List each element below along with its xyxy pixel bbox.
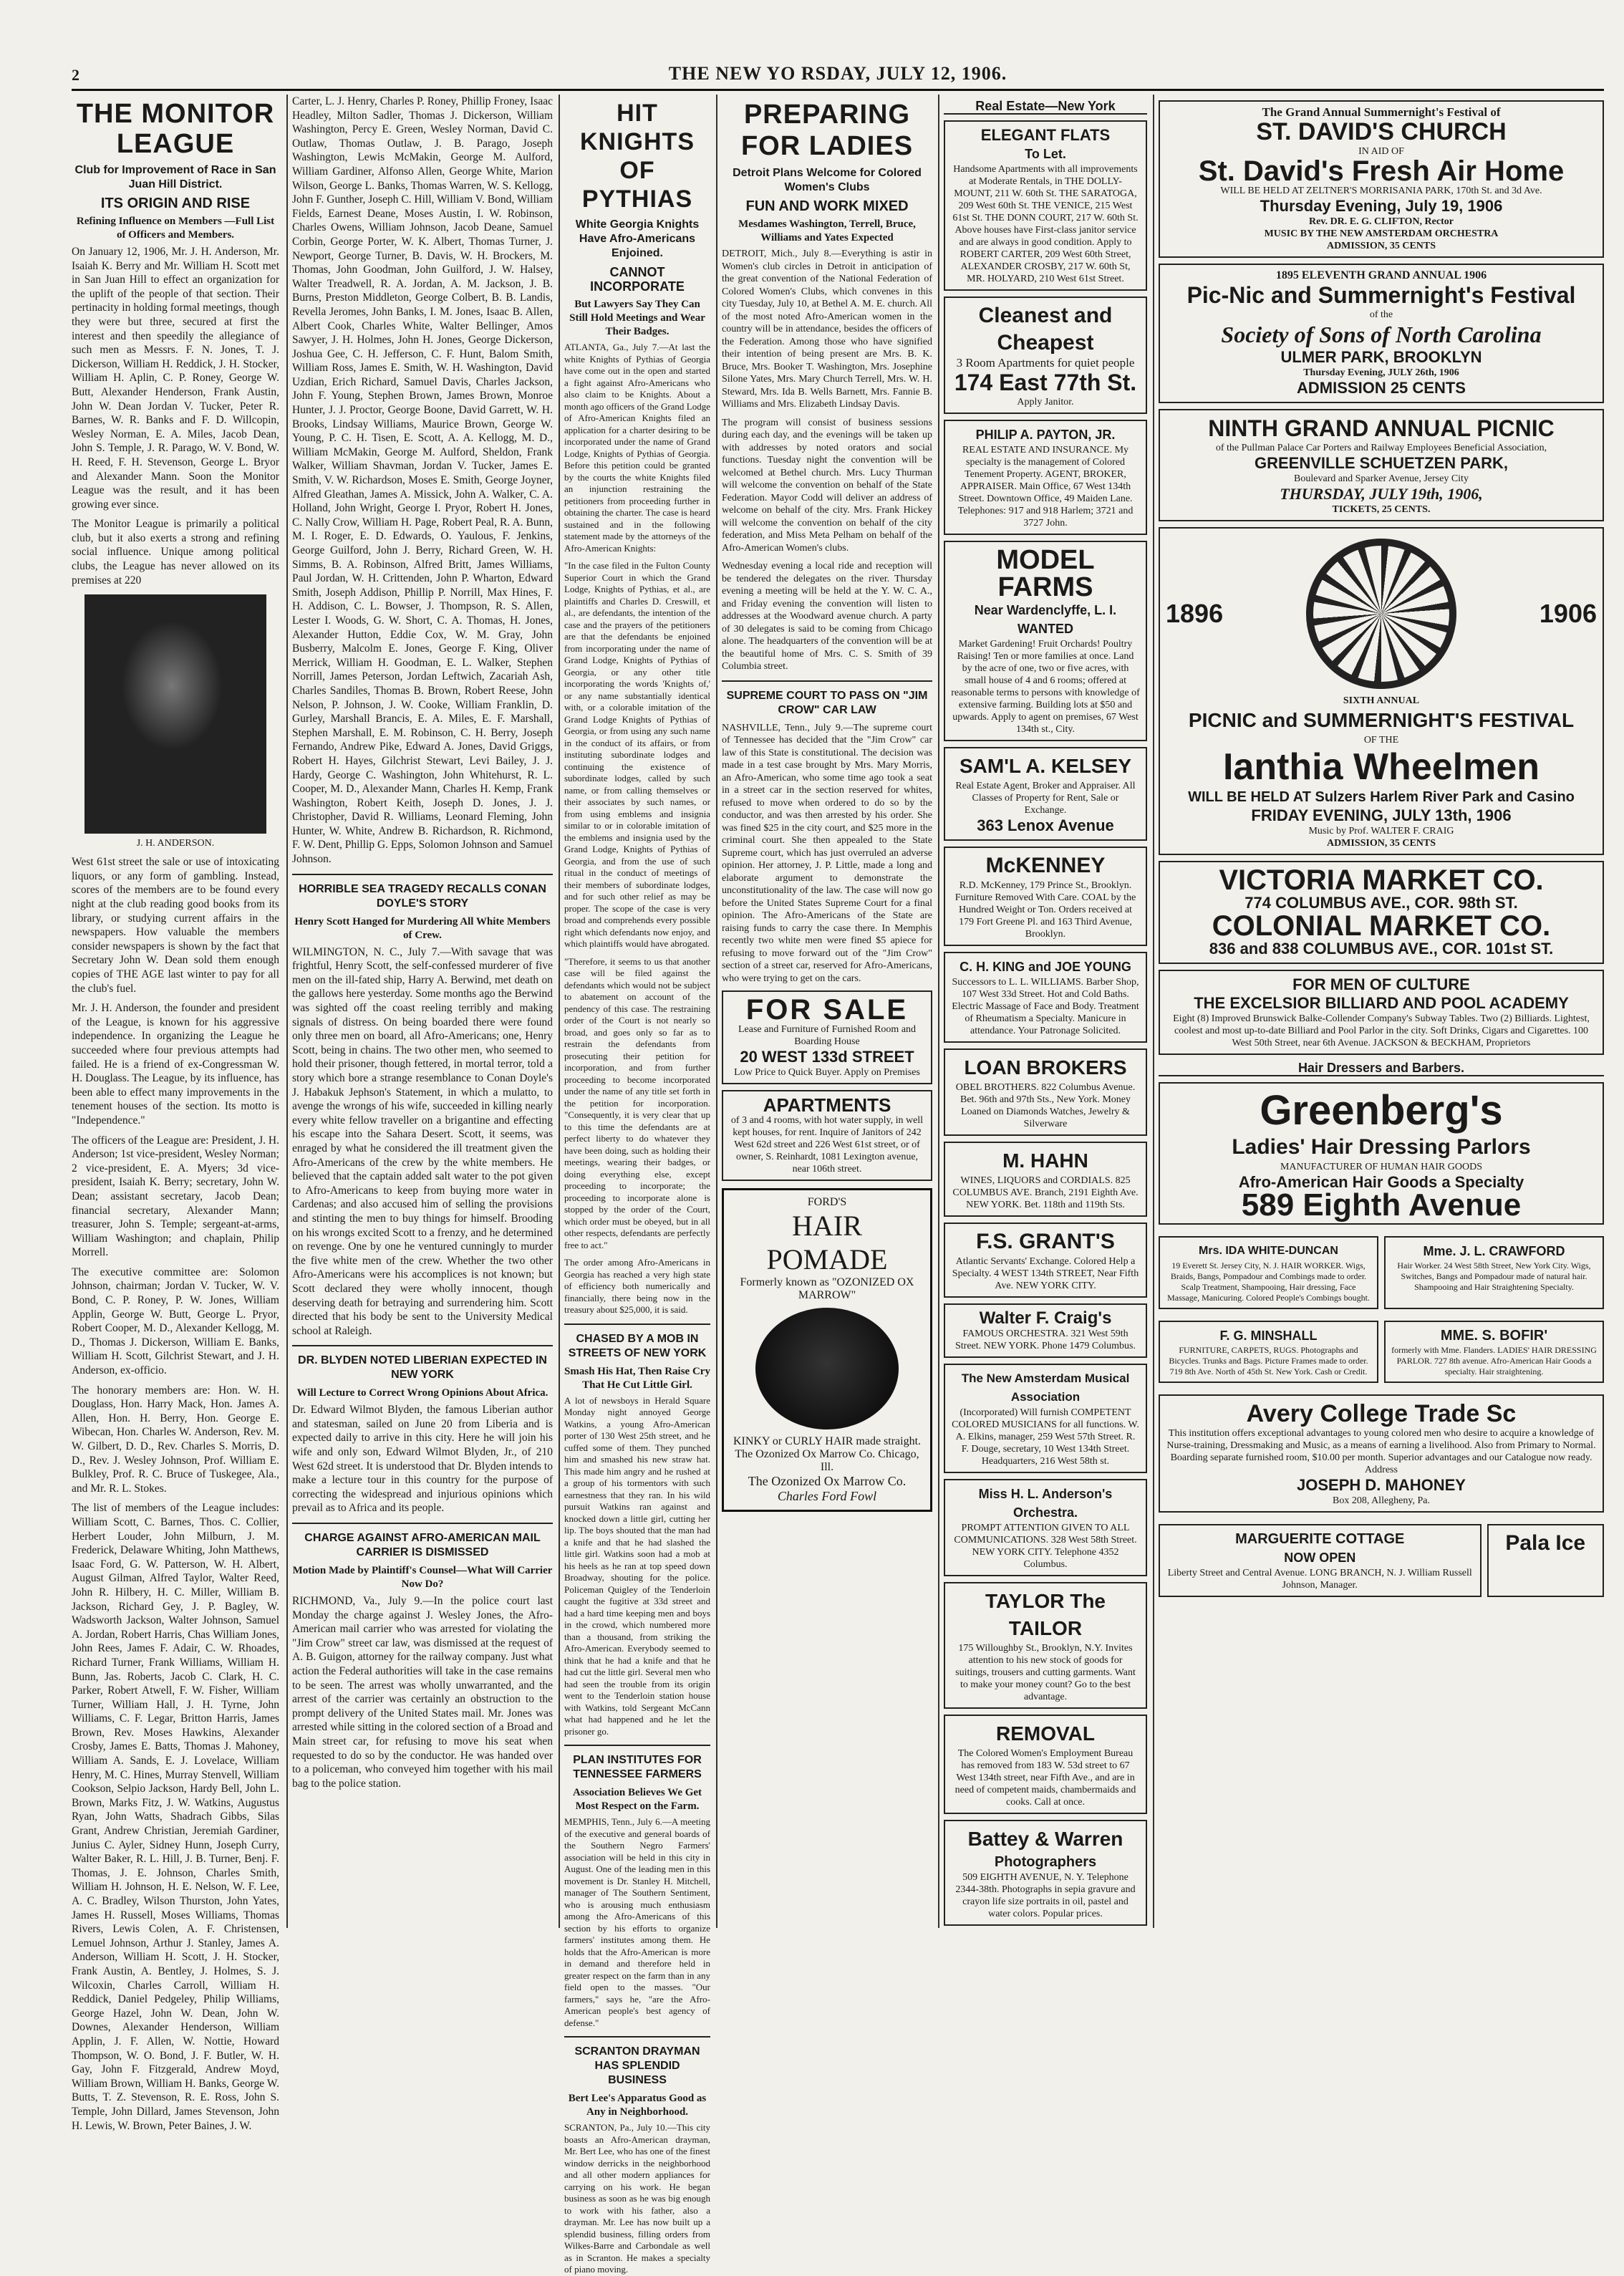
king-young-ad xyxy=(944,952,1147,1043)
article-paragraph: The executive committee are: Solomon Johnson, chairman; Jordan V. Tucker, W. V. Bond, C. P. Roney, P. W. Jones, William Applin, George W. Butt, George L. Pryor, Robert Cooper, M. D., Alexander Kellogg, M. D., Thomas J. Dickerson, William E. Banks, William H. Scott, Gilchrist Stewart, and J. H. Anderson, ex-officio. xyxy=(72,1265,279,1377)
model-farms-ad xyxy=(944,541,1147,741)
ad-headline: Walter F. Craig's xyxy=(979,1308,1112,1328)
article-paragraph: RICHMOND, Va., July 9.—In the police court last Monday the charge against J. Wesley Jones, the Afro-American mail carrier who was arrested for violating the "Jim Crow" street car law, was dismissed at the request of A. B. Guigon, attorney for the railway company. Just what action the Federal authorities will take in the case remains to be seen. The arrest was wholly unwarranted, and the arrest of the carrier was certainly an obstruction to the prompt delivery of the United States mail. Mr. Jones was arrested while sitting in the colored section of a Broad and Main street car, for refusing to move his seat when requested to do so by the conductor. He was handed over to a policeman, who conveyed him together with his mail bag to the police station. xyxy=(292,1595,553,1790)
ad-text: 509 EIGHTH AVENUE, N. Y. Telephone 2344-38th. Photographs in sepia gravure and crayon life size portraits in oil, pastel and water colors. Popular prices. xyxy=(955,1872,1136,1919)
ad-headline: REMOVAL xyxy=(996,1722,1095,1745)
crawford-ad xyxy=(1384,1236,1604,1309)
ad-text: (Incorporated) Will furnish COMPETENT COLORED MUSICIANS for all functions. W. A. Elkins, manager, 259 West 57th Street. R. F. Douge, secretary, 10 West 134th Street. Headquarters, 216 West 58th st. xyxy=(952,1407,1139,1467)
battey-warren-ad xyxy=(944,1820,1147,1926)
ad-text: This institution offers exceptional advantages to young colored men who desire to acquire a knowledge of Nurse-training, Dressmaking and Music, as a means of earning a livelihood. Also from Primary to Normal. Boarding separate furnished room, $10.00 per month. Superior advantages and our Catalogue now ready. Address xyxy=(1166,1428,1596,1475)
flats-ad xyxy=(944,120,1147,291)
mckenney-ad xyxy=(944,847,1147,946)
ad-text: 3 Room Apartments for quiet people xyxy=(956,356,1135,370)
north-carolina-ad xyxy=(1159,264,1604,403)
ad-headline: COLONIAL MARKET CO. xyxy=(1212,910,1551,942)
portrait-photo xyxy=(84,594,266,834)
ad-subhead: Photographers xyxy=(994,1854,1097,1870)
article-paragraph: NASHVILLE, Tenn., July 9.—The supreme court of Tennessee has decided that the "Jim Crow" car law of this State is constitutional. The decision was made in a test case brought by Mrs. Mary Morris, an Afro-American, who some time ago took a seat in a street car in the section reserved for whites, refused to move when ordered to do so by the conductor, and was then arrested by his order. She was fined $25 in the city court, and $25 more in the criminal court. She then appealed to the State Supreme court, which has just overruled an adverse opinion. Her attorney, J. P. Little, made a long and elaborate argument to demonstrate the unconstitutionality of the law. The case will now go before the United States Supreme Court for a final opinion. The Afro-Americans of the State are raising funds to carry the case there. In Memphis recently two white men were fined $5 apiece for refusing to move forward out of the "Jim Crow" section of a street car, reserved for Afro-Americans, who were trying to get on the cars. xyxy=(722,722,932,984)
section-heading: Hair Dressers and Barbers. xyxy=(1159,1061,1604,1076)
greenberg-ad xyxy=(1159,1082,1604,1225)
ad-text: R.D. McKenney, 179 Prince St., Brooklyn. Furniture Removed With Care. COAL by the Hundred Weight or Ton. Orders received at 179 Fort Greene Pl. and 163 Third Avenue, Brooklyn. xyxy=(954,880,1136,940)
ad-text: 1895 ELEVENTH GRAND ANNUAL 1906 xyxy=(1275,269,1487,281)
ad-text: Boulevard and Sparker Avenue, Jersey City xyxy=(1294,473,1469,484)
article-subhead: Detroit Plans Welcome for Colored Women's Clubs xyxy=(733,167,922,193)
article-headline: SUPREME COURT TO PASS ON "JIM CROW" CAR LAW xyxy=(726,689,928,716)
for-sale-ad xyxy=(722,990,932,1084)
ad-text: MANUFACTURER OF HUMAN HAIR GOODS xyxy=(1280,1162,1483,1172)
ad-text: Formerly known as "OZONIZED OX MARROW" xyxy=(740,1276,914,1301)
ad-headline: FOR MEN OF CULTURE xyxy=(1292,975,1470,993)
article-paragraph: Wednesday evening a local ride and reception will be tendered the delegates on the river. Thursday evening a meeting will be held at the Y. W. C. A., and Friday evening the convention will listen to addresses at the Woodward avenue church. A party of 30 delegates is said to be coming from Chicago alone. The headquarters of the convention will be at the beautiful home of Mrs. C. S. Smith of 39 Columbia street. xyxy=(722,561,932,672)
ad-headline: ELEGANT FLATS xyxy=(980,126,1111,144)
ad-headline: Avery College Trade Sc xyxy=(1246,1400,1517,1427)
ad-company: The Ozonized Ox Marrow Co. xyxy=(748,1474,907,1488)
ad-place: ULMER PARK, BROOKLYN xyxy=(1280,348,1482,366)
ad-headline: NINTH GRAND ANNUAL PICNIC xyxy=(1208,415,1555,441)
column-rule xyxy=(1153,95,1154,1928)
ad-address: 589 Eighth Avenue xyxy=(1241,1187,1522,1223)
article-paragraph: MEMPHIS, Tenn., July 6.—A meeting of the executive and general boards of the Southern Negro Farmers' association will be held in this city in August. One of the leading men in this movement is Dr. Stanley H. Mitchell, manager of The Southern Sentiment, who is arousing much enthusiasm among the Afro-Americans of this section by his efforts to organize farmers' institutes among them. He holds that the Afro-American is more in demand and therefore held in greater respect on the farm than in any field open to the masses. "Our farmers," says he, "are the Afro-American people's best agency of defense." xyxy=(564,1816,710,2028)
article-paragraph: ATLANTA, Ga., July 7.—At last the white Knights of Pythias of Georgia have come out in the open and started a fight against Afro-Americans who also claim to be Knights. About a month ago officers of the Grand Lodge of Afro-American Knights filed an application for a charter desiring to be incorporated under the name of Grand Lodge, Knights of Pythias of Georgia. Before this petition could be granted by the courts the white Knights filed an injunction restraining the petitioners from proceeding further in obtaining the charter. The case is heard sustained and in the following statement made by the attorneys of the Afro-American Knights: xyxy=(564,342,710,554)
ad-address: 174 East 77th St. xyxy=(954,370,1137,395)
ad-text: Hair Worker. 24 West 58th Street, New York City. Wigs, Switches, Bangs and Pompadour made of natural hair. Shampooing and Hair Straightening Specialty. xyxy=(1397,1260,1591,1292)
ad-year: 1906 xyxy=(1539,599,1597,628)
article-paragraph: WILMINGTON, N. C., July 7.—With savage that was frightful, Henry Scott, the self-confessed murderer of five men on the ill-fated ship, Harry A. Berwind, met death on the gallows here yesterday. Some months ago the Berwind was sighted off the coast reeling terribly and making signals of distress. On being boarded there were found only three men on board, all Afro-Americans; one, Henry Scott, being in chains. The two other men, who seemed to hold their prisoner, though fettered, in mortal terror, told a story which bore a strange resemblance to Conan Doyle's J. Habakuk Jephson's Statement, in which a mulatto, to avenge the wrongs of his wife, succeeded in killing nearly every white fellow traveller on a brigantine and effecting his escape into the Sahara Desert. Scott, it seems, was enraged by what he considered the ill treatment given the Afro-Americans of the crew by the white members. He believed that the captain added salt water to the pot given to Afro-Americans to keep from buying more water in Cardenas; and also accused him of selling the provisions and stinting the men to buy things for himself. Brooding on his wrongs excited Scott to a frenzy, and he determined on revenge. One by one he ventured cunningly to murder the five white men of the crew. Whether the two other Afro-Americans were his accomplices is not known; but Scott declared they were wholly innocent, though deserving death for betraying and surrendering him. Scott directed that his body be sent to the University Medical school at Raleigh. xyxy=(292,945,553,1337)
article-paragraph: Dr. Edward Wilmot Blyden, the famous Liberian author and statesman, sailed on June 20 from Liberia and is expected daily to arrive in this city. Here he will join his wife and only son, Edward Wilmot Blyden, Jr., of 210 West 62d street. It is understood that Dr. Blyden intends to make a lecture tour in this country for the purpose of correcting the widespread and injurious opinions which prevail as to Africa and its people. xyxy=(292,1404,553,1515)
craig-ad xyxy=(944,1303,1147,1358)
divider xyxy=(564,1323,710,1325)
ad-headline: M. HAHN xyxy=(1002,1149,1088,1172)
ad-text: Market Gardening! Fruit Orchards! Poultry Raising! Ten or more families at once. Land by the acre of one, two or five acres, with small house of 4 and 6 rooms; offered at reasonable terms to persons with knowledge of extensive farming. Building lots at $50 and upwards. Apply to agent on premises, 67 West 134th st., City. xyxy=(951,639,1140,735)
ad-headline: Cleanest and Cheapest xyxy=(978,304,1113,355)
ad-subhead: Ladies' Hair Dressing Parlors xyxy=(1232,1135,1531,1159)
article-deck: Henry Scott Hanged for Murdering All White Members of Crew. xyxy=(294,915,551,941)
wheel-emblem-icon xyxy=(1306,539,1456,689)
ad-headline: McKENNEY xyxy=(985,854,1106,877)
article-subhead: ITS ORIGIN AND RISE xyxy=(100,196,251,211)
article-headline: SCRANTON DRAYMAN HAS SPLENDID BUSINESS xyxy=(574,2045,700,2086)
ad-headline: Mrs. IDA WHITE-DUNCAN xyxy=(1199,1245,1338,1257)
ad-headline: THE EXCELSIOR BILLIARD AND POOL ACADEMY xyxy=(1194,994,1569,1012)
ad-headline: Miss H. L. Anderson's Orchestra. xyxy=(978,1487,1113,1520)
ad-date: Thursday Evening, JULY 26th, 1906 xyxy=(1303,367,1459,378)
ad-headline: Ianthia Wheelmen xyxy=(1222,746,1540,788)
ad-headline: C. H. KING and JOE YOUNG xyxy=(960,960,1131,974)
ad-text: IN AID OF xyxy=(1358,146,1404,157)
ad-text: Eight (8) Improved Brunswick Balke-Collender Company's Subway Tables. Two (2) Billiards. Lightest, coolest and most up-to-date Billiard and Pool Parlor in the city. Soft Drinks, Cigars and Cigarettes. 100 West 50th Street, near 6th Avenue. JACKSON & BECKHAM, Proprietors xyxy=(1173,1013,1590,1048)
ad-headline: Pala Ice xyxy=(1505,1531,1586,1555)
ad-text: Low Price to Quick Buyer. Apply on Premises xyxy=(734,1067,920,1078)
ad-headline: Battey & Warren xyxy=(967,1828,1123,1850)
article-headline: PLAN INSTITUTES FOR TENNESSEE FARMERS xyxy=(573,1754,702,1780)
column-4 xyxy=(722,95,932,1928)
ad-text: Liberty Street and Central Avenue. LONG BRANCH, N. J. William Russell Johnson, Manager. xyxy=(1167,1568,1472,1591)
ad-date: Thursday Evening, July 19, 1906 xyxy=(1260,197,1503,215)
ad-text: TICKETS, 25 CENTS. xyxy=(1332,504,1431,515)
taylor-ad xyxy=(944,1582,1147,1709)
divider xyxy=(292,1523,553,1524)
marguerite-cottage-ad xyxy=(1159,1524,1482,1597)
article-paragraph: The program will consist of business sessions during each day, and the evenings will be taken up with addresses by noted orators and social functions. Tuesday night the convention will be welcomed at Bethel church. Mrs. Lucy Thurman will welcome the convention on behalf of the State Federation. Mayor Codd will deliver an address of welcome on behalf of the city. Mrs. Frank Hickey will welcome the convention on behalf of the city federation, and Miss Meta Pelham on behalf of the Afro-American Women's clubs. xyxy=(722,417,932,554)
article-deck: Will Lecture to Correct Wrong Opinions About Africa. xyxy=(296,1387,548,1399)
ad-headline: The New Amsterdam Musical Association xyxy=(961,1371,1130,1404)
article-paragraph: "In the case filed in the Fulton County Superior Court in which the Grand Lodge, Knights of Pythias, et al., are plaintiffs and Charles D. Creswill, et al., are defendants, the intention of the case and the prayers of the petitioners are that the defendants be enjoined from incorporating under the name of Grand Lodge, Knights of Pythias of Georgia, or any other title incorporating the words 'Knights of,' or any name substantially identical with, or a colorable imitation of the Grand Lodge Knights of Pythias of Georgia, or from using any such name in the conduct of its affairs, or from instituting subordinate lodges and continuing the existence of subordinate lodges, called by such name, or from calling themselves or their associates by such names, or from using emblems and insignia similar to or in colorable imitation of the emblems and insignia used by the Grand Lodge, Knights of Pythias of Georgia, and from the use of such ritual in the conduct of meetings of their members of subordinate lodges, and for such other relief as may be proper. The scope of the case is very broad and comprehends every possible right which defendants now enjoy, and which plaintiffs would have abrogated. xyxy=(564,560,710,949)
pullman-picnic-ad xyxy=(1159,409,1604,521)
ad-text: FURNITURE, CARPETS, RUGS. Photographs and Bicycles. Trunks and Bags. Picture Frames made to order. 719 8th Ave. North of 45th St. New York. Cash or Credit. xyxy=(1169,1345,1368,1376)
ad-place: WILL BE HELD AT Sulzers Harlem River Park and Casino xyxy=(1188,789,1575,805)
article-subhead: FUN AND WORK MIXED xyxy=(745,198,909,214)
article-headline: PREPARING FOR LADIES xyxy=(740,100,914,161)
ad-place: GREENVILLE SCHUETZEN PARK, xyxy=(1254,454,1509,472)
divider xyxy=(292,874,553,875)
column-6 xyxy=(1159,95,1604,1928)
article-deck: Bert Lee's Apparatus Good as Any in Neighborhood. xyxy=(568,2093,707,2118)
article-deck: Mesdames Washington, Terrell, Bruce, Williams and Yates Expected xyxy=(738,218,916,243)
article-headline: THE MONITOR LEAGUE xyxy=(76,99,275,159)
ad-text: 19 Everett St. Jersey City, N. J. HAIR WORKER. Wigs, Braids, Bangs, Pompadour and Combings made to order. Scalp Treatment, Shampooing, Hair dressing, Face Massage, Manicuring. Colored People's Combings bought. xyxy=(1167,1260,1370,1303)
divider xyxy=(564,2036,710,2038)
divider xyxy=(564,1745,710,1746)
ad-text: ADMISSION, 35 CENTS xyxy=(1326,241,1436,251)
ad-headline: TAYLOR The TAILOR xyxy=(985,1590,1106,1639)
payton-ad xyxy=(944,420,1147,535)
ad-headline: ST. DAVID'S CHURCH xyxy=(1256,118,1507,145)
article-paragraph: SCRANTON, Pa., July 10.—This city boasts an Afro-American drayman, Mr. Bert Lee, who has one of the finest window derricks in the neighborhood and all other modern appliances for carrying on his work. He began business as soon as he was big enough to work with his father, also a drayman. Mr. Lee has now built up a splendid business, filling orders from Wilkes-Barre and Carbondale as well as in Scranton. He makes a specialty of piano moving. xyxy=(564,2122,710,2275)
removal-ad xyxy=(944,1715,1147,1814)
article-headline: CHASED BY A MOB IN STREETS OF NEW YORK xyxy=(568,1332,707,1359)
ad-date: FRIDAY EVENING, JULY 13th, 1906 xyxy=(1251,806,1512,824)
ad-text: Atlantic Servants' Exchange. Colored Help a Specialty. 4 WEST 134th STREET, Near Fifth Ave. NEW YORK CITY. xyxy=(952,1256,1139,1291)
ad-headline: Society of Sons of North Carolina xyxy=(1221,322,1542,347)
pomade-jar-illustration xyxy=(755,1308,899,1429)
ad-subhead: NOW OPEN xyxy=(1284,1551,1356,1565)
column-rule xyxy=(716,95,717,1928)
ad-address: 363 Lenox Avenue xyxy=(977,816,1114,834)
ad-text: WINES, LIQUORS and CORDIALS. 825 COLUMBUS AVE. Branch, 2191 Eighth Ave. NEW YORK. Bet. 118th and 119th Sts. xyxy=(952,1175,1139,1210)
ad-headline: MARGUERITE COTTAGE xyxy=(1235,1531,1405,1547)
divider xyxy=(292,1345,553,1346)
article-paragraph: West 61st street the sale or use of intoxicating liquors, or any form of gambling. Instead, scores of the members are to be found every night at the club reading good books from its library, or studying current affairs in the newspapers. How valuable the members consider newspapers is shown by the fact that Secretary John W. Dean sold them enough copies of THE AGE last winter to pay for all the club's fuel. xyxy=(72,856,279,995)
ad-text: KINKY or CURLY HAIR made straight. The Ozonized Ox Marrow Co. Chicago, Ill. xyxy=(733,1435,922,1473)
ad-text: Successors to L. L. WILLIAMS. Barber Shop, 107 West 33d Street. Hot and Cold Baths. Electric Massage of Face and Body. Treatment of Rheumatism a Specialty. Manicure in attendance. Your Patronage Solicited. xyxy=(952,977,1139,1036)
ad-text: Lease and Furniture of Furnished Room and Boarding House xyxy=(738,1024,917,1047)
furniture-ads-row xyxy=(1159,1315,1604,1389)
ad-text: Afro-American Hair Goods a Specialty xyxy=(1238,1173,1524,1191)
column-3 xyxy=(564,95,710,2275)
article-deck: Association Believes We Get Most Respect on the Farm. xyxy=(572,1787,702,1812)
article-headline: HORRIBLE SEA TRAGEDY RECALLS CONAN DOYLE'S STORY xyxy=(299,882,546,910)
ad-headline: VICTORIA MARKET CO. xyxy=(1219,864,1544,896)
ad-text: Rev. DR. E. G. CLIFTON, Rector xyxy=(1309,216,1454,227)
column-rule xyxy=(286,95,288,1928)
photo-caption: J. H. ANDERSON. xyxy=(136,838,215,849)
article-paragraph: A lot of newsboys in Herald Square Monday night annoyed George Watkins, a young Afro-American porter of 130 West 25th street, and he cuffed some of them. They punched him and smashed his new straw hat. This made him angry and he rushed at a group of his tormentors with such earnestness that they ran. In his wild pursuit Watkins ran against and knocked down a little girl, cutting her lip. The boys shouted that the man had a knife and that he had slashed the little girl. Watkins soon had a mob at his heels as he ran at top speed down Broadway, shouting for the police. Policeman Quigley of the Tenderloin caught the fugitive at 33d street and had a hard time keeping men and boys in the crowd, which numbered more than a thousand, from striking the Afro-American. Everybody seemed to think that he had a knife and that he had cut the little girl. Several men who had seen the trouble from its origin went to the Tenderloin station house with Watkins, told Sergeant McCann what had happened and he let the prisoner go. xyxy=(564,1394,710,1737)
ad-text: Handsome Apartments with all improvements at Moderate Rentals, in THE DOLLY-MOUNT, 211 W. 60th St. THE SARATOGA, 209 West 60th St. THE VENICE, 215 West 61st St. THE DONN COURT, 217 W. 60th St. Above houses have First-class janitor service and are always in good condition. Apply to ROBERT CARTER, 209 West 60th Street, ALEXANDER CROSBY, 217 W. 60th St, MR. HOLYARD, 210 West 61st Street. xyxy=(952,164,1139,284)
anderson-orchestra-ad xyxy=(944,1479,1147,1576)
article-paragraph: Mr. J. H. Anderson, the founder and president of the League, is known for his aggressive independence. In organizing the League he succeeded where four previous attempts had failed. He is a friend of ex-Congressman W. H. Douglass. The League, by its influence, has been able to effect many improvements in the tenement houses of the section. Its motto is "Independence." xyxy=(72,1002,279,1127)
ad-headline: Pic-Nic and Summernight's Festival xyxy=(1186,282,1576,308)
ad-headline: St. David's Fresh Air Home xyxy=(1198,155,1565,187)
article-deck: Refining Influence on Members —Full List of Officers and Members. xyxy=(76,216,275,241)
avery-college-ad xyxy=(1159,1394,1604,1513)
masthead xyxy=(72,60,1604,91)
article-deck: Motion Made by Plaintiff's Counsel—What Will Carrier Now Do? xyxy=(292,1565,553,1591)
loan-brokers-ad xyxy=(944,1048,1147,1136)
ad-headline: F. G. MINSHALL xyxy=(1219,1329,1318,1343)
article-headline: CHARGE AGAINST AFRO-AMERICAN MAIL CARRIER IS DISMISSED xyxy=(304,1532,541,1559)
ad-text: OF THE xyxy=(1363,735,1399,746)
ad-text: Real Estate Agent, Broker and Appraiser. All Classes of Property for Rent, Sale or Exchange. xyxy=(955,781,1136,816)
article-headline: HIT KNIGHTS OF PYTHIAS xyxy=(580,100,695,213)
ad-text: Box 208, Allegheny, Pa. xyxy=(1333,1495,1430,1506)
column-1 xyxy=(72,95,279,2132)
apartments-ad xyxy=(722,1090,932,1181)
ad-text: The Colored Women's Employment Bureau has removed from 183 W. 53d street to 67 West 134th street, near Fifth Ave., and are in need of competent maids, chambermaids and cooks. Call at once. xyxy=(954,1748,1136,1808)
article-paragraph: The list of members of the League includes: William Scott, C. Barnes, Thos. C. Collier, Herbert Louder, John Milburn, J. M. Frederick, Delaware Whiting, John Matthews, Isaac Ford, G. W. Patterson, W. H. Albert, August Gilman, Alfred Taylor, Walter Reed, John R. Hilbery, H. C. Miller, William B. Jackson, Richard Gey, J. P. Bagley, W. Wadsworth Jackson, Walter Johnson, Samuel A. Jordan, Robert Harris, Chas William Jones, John Rees, James F. Adair, C. W. Rhoades, Richard Turner, Frank Williams, William H. Bunn, Jas. Roberts, Jacob C. Clark, H. C. Parker, Robert Atwell, F. W. Fisher, William Turner, William Hall, J. H. Tyrne, John Williams, C. F. Legar, Britton Harris, James Brown, Rev. Moses Hawkins, Alexander Crosby, James E. Batts, Thomas J. Mahoney, William A. Sands, E. J. Lovelace, William Henry, M. C. Hines, Murray Stenvell, William Cookson, Selpio Jackson, Hardy Bell, John L. Brown, Marks Fitz, J. W. Watkins, Augustus Ryan, John Watts, Shadrach Gibbs, Silas Grant, Andrew Christian, Jeremiah Gardiner, Junius C. Ayler, Sidney Hunn, Joseph Curry, Walter Baker, R. L. Hill, J. B. Turner, Benj. F. Thomas, J. E. Johnson, Charles Smith, William H. Johnson, H. E. Nelson, W. F. Lee, A. C. Bradley, Wilson Thurston, John Yates, James H. Russell, Moses Williams, Thomas Rivers, Lewis Colen, A. F. Christensen, Lemuel Johnson, Arthur J. Stanley, James A. Anderson, William H. Scott, J. H. Stocker, Frank Austin, A. Bentley, J. Holmes, S. J. Wilcoxin, Charles Carroll, William H. Reddick, Daniel Pedgeley, Philip Williams, George Hazel, John W. Dean, John W. Downes, Alexander Henderson, William Applin, J. F. Allen, W. Nottie, Howard Thompson, W. O. Bond, J. F. Butler, W. H. Gay, John F. Fitzgerald, Andrew Moyd, William Brown, William H. Banks, George W. Butts, T. Z. Stevenson, R. E. Ross, John S. Temple, John Dillard, James Stevenson, John H. Lewis, W. Brown, Peter Baines, J. W. xyxy=(72,1502,279,2132)
ad-headline: Mme. J. L. CRAWFORD xyxy=(1423,1244,1565,1258)
ad-date: THURSDAY, JULY 19th, 1906, xyxy=(1280,485,1483,503)
article-paragraph: The order among Afro-Americans in Georgia has reached a very high state of efficiency both numerically and financially, there being now in the treasury about $25,000, it is said. xyxy=(564,1257,710,1315)
column-rule xyxy=(938,95,939,1928)
ad-headline: APARTMENTS xyxy=(763,1094,891,1116)
section-heading: Real Estate—New York xyxy=(944,99,1147,115)
article-subhead: White Georgia Knights Have Afro-Americans Enjoined. xyxy=(575,218,700,259)
ad-address: 836 and 838 COLUMBUS AVE., COR. 101st ST. xyxy=(1209,940,1554,958)
ad-text: SIXTH ANNUAL xyxy=(1343,695,1420,706)
billiard-ad xyxy=(1159,970,1604,1055)
ad-headline: LOAN BROKERS xyxy=(964,1056,1127,1079)
article-paragraph: DETROIT, Mich., July 8.—Everything is astir in Women's club circles in Detroit in anticipation of the great convention of the National Federation of Colored Women's Clubs, which convenes in this city Tuesday, July 10, at Bethel A. M. E. church. All of the most noted Afro-American women in the country will be in attendance, besides the officers of the Federation. Among those who have signified their intention of being present are Mrs. B. K. Bruce, Mrs. Booker T. Washington, Mrs. Josephine Silone Yates, Mrs. Mary Church Terrell, Mrs. W. H. Steward, Mrs. Ida B. Wells Barnett, Mrs. Fannie B. Williams and Mrs. Elizabeth Lindsay Davis. xyxy=(722,249,932,410)
ad-year: 1896 xyxy=(1166,599,1224,628)
ad-subhead: Near Wardenclyffe, L. I. xyxy=(974,603,1117,617)
page-number: 2 xyxy=(72,66,80,84)
article-subhead: CANNOT INCORPORATE xyxy=(590,265,685,294)
ad-text: ADMISSION, 35 CENTS xyxy=(1326,838,1436,849)
article-paragraph: On January 12, 1906, Mr. J. H. Anderson, Mr. Isaiah K. Berry and Mr. William H. Scott met in San Juan Hill to effect an organization for the uplift of the people of that section. Their pertinacity in holding formal meetings, though they were but three, secured at first the interest and then speedily the allegiance of such men as Messrs. F. N. Jones, T. J. Dickerson, William H. Reddick, J. H. Stocker, William H. Aplin, C. P. Roney, George W. Butt, Alexander Henderson, Frank Austin, John W. Dean Jordan V. Tucker, Peter R. Barnes, W. R. Banks and F. D. Willcopin, Wesley Norman, E. A. Miles, Jacob Dean, John S. Temple, J. R. Parago, W. V. Bond, W. H. Reed, F. H. Stevenson, George L. Bryor and Alexander Mann. Soon the Monitor League was the result, and it has been growing ever since. xyxy=(72,246,279,511)
ad-text: formerly with Mme. Flanders. LADIES' HAIR DRESSING PARLOR. 727 8th avenue. Afro-American Hair Goods a specialty. Hair straightening. xyxy=(1391,1345,1597,1376)
article-subhead: Club for Improvement of Race in San Juan Hill District. xyxy=(74,164,276,191)
ad-text: Apply Janitor. xyxy=(1017,397,1074,408)
ad-address: 20 WEST 133d STREET xyxy=(740,1048,914,1066)
article-deck: But Lawyers Say They Can Still Hold Meetings and Wear Their Badges. xyxy=(569,299,705,337)
ad-text: WILL BE HELD AT ZELTNER'S MORRISANIA PARK, 170th St. and 3d Ave. xyxy=(1220,185,1542,196)
ad-headline: F.S. GRANT'S xyxy=(976,1230,1115,1253)
newspaper-title: THE NEW YO RSDAY, JULY 12, 1906. xyxy=(668,63,1007,84)
column-5 xyxy=(944,95,1147,1928)
article-paragraph: The Monitor League is primarily a political club, but it also exerts a strong and refining social influence. Unique among political clubs, the League has never allowed on its premises at 220 xyxy=(72,518,279,587)
ad-subhead: WANTED xyxy=(1018,622,1073,636)
ad-subhead: To Let. xyxy=(1025,147,1066,161)
ad-headline: MME. S. BOFIR' xyxy=(1440,1328,1548,1344)
ad-text: 175 Willoughby St., Brooklyn, N.Y. Invites attention to his new stock of goods for suitings, trousers and cutting garments. Want to make your money count? Go to the best advantage. xyxy=(955,1643,1136,1702)
ad-brand: FORD'S xyxy=(807,1196,847,1208)
amsterdam-ad xyxy=(944,1364,1147,1473)
ad-text: MUSIC BY THE NEW AMSTERDAM ORCHESTRA xyxy=(1264,228,1499,239)
cleanest-ad xyxy=(944,296,1147,414)
ad-signature: Charles Ford Fowl xyxy=(777,1489,877,1503)
ad-headline: Greenberg's xyxy=(1260,1087,1503,1134)
ianthia-wheelmen-ad xyxy=(1159,527,1604,855)
divider xyxy=(722,680,932,682)
ad-text: of 3 and 4 rooms, with hot water supply, in well kept houses, for rent. Inquire of Janitors of 242 West 62d street and 226 West 61st street, or of owner, S. Reinhardt, 1081 Lexington avenue, near 106th street. xyxy=(730,1115,924,1175)
ad-text: The Grand Annual Summernight's Festival of xyxy=(1262,105,1501,119)
hair-ads-row xyxy=(1159,1230,1604,1315)
hahn-ad xyxy=(944,1142,1147,1217)
ad-text: of the xyxy=(1369,309,1393,320)
ad-headline: FOR SALE xyxy=(745,994,909,1026)
ad-headline: PHILIP A. PAYTON, JR. xyxy=(975,428,1116,442)
ad-name: JOSEPH D. MAHONEY xyxy=(1297,1476,1466,1494)
ad-text: OBEL BROTHERS. 822 Columbus Avenue. Bet. 96th and 97th Sts., New York. Money Loaned on Diamonds Watches, Jewelry & Silverware xyxy=(955,1082,1136,1129)
ad-admission: ADMISSION 25 CENTS xyxy=(1297,379,1466,397)
pomade-ad xyxy=(722,1188,932,1512)
article-deck: Smash His Hat, Then Raise Cry That He Cut Little Girl. xyxy=(564,1365,710,1391)
article-paragraph: The officers of the League are: President, J. H. Anderson; 1st vice-president, Wesley Norman; 2 vice-president, E. A. Myers; 3d vice-president, Isaiah K. Berry; secretary, John W. Dean; assistant secretary, Jacob Dean; financial secretary, Alexander Mann; treasurer, John S. Temple; sergeant-at-arms, William Washington; and chaplain, Philip Morrell. xyxy=(72,1134,279,1259)
cottage-ads-row xyxy=(1159,1518,1604,1603)
ad-text: FAMOUS ORCHESTRA. 321 West 59th Street. NEW YORK. Phone 1479 Columbus. xyxy=(955,1329,1136,1351)
column-rule xyxy=(559,95,560,1928)
ad-headline: MODEL FARMS xyxy=(996,545,1095,602)
ad-text: REAL ESTATE AND INSURANCE. My specialty is the management of Colored Tenement Property. AGENT, BROKER, APPRAISER. Main Office, 67 West 134th Street. Downtown Office, 49 Maiden Lane. Telephones: 917 and 918 Harlem; 3721 and 3727 John. xyxy=(957,445,1134,529)
ad-address: 774 COLUMBUS AVE., COR. 98th ST. xyxy=(1244,894,1518,912)
ad-headline: PICNIC and SUMMERNIGHT'S FESTIVAL xyxy=(1188,709,1575,731)
market-ad xyxy=(1159,861,1604,964)
minshall-ad xyxy=(1159,1321,1378,1383)
palace-ad xyxy=(1487,1524,1605,1597)
st-davids-ad xyxy=(1159,100,1604,258)
ad-headline: SAM'L A. KELSEY xyxy=(959,755,1132,777)
ad-text: Music by Prof. WALTER F. CRAIG xyxy=(1308,826,1454,836)
ad-text: of the Pullman Palace Car Porters and Railway Employees Beneficial Association, xyxy=(1215,443,1547,453)
grant-ad xyxy=(944,1223,1147,1298)
article-paragraph: Carter, L. J. Henry, Charles P. Roney, Phillip Froney, Isaac Headley, Milton Sadler, Thomas J. Dickerson, William Washington, Percy E. Green, Wesley Norman, David C. Outlaw, Thomas Outlaw, J. B. Parago, Joseph Washington, Lewis McMakin, George M. Aulford, William Gardiner, Alfonso Allen, George White, Marion Wilson, George L. Banks, Thomas Warren, W. S. Kellogg, John F. Gunther, Joseph C. Hill, William V. Bond, William Fields, Earnest Deane, Moses Austin, I. W. Robinson, Charles Owens, William Johnson, Jacob Deane, Samuel Corbin, George Porter, W. K. Albert, Thomas Turner, J. Newport, George Turner, B. Davis, W. H. Brockers, M. Thomas, John Goodman, John Guilford, J. W. Halsey, Walter Treadwell, R. A. Jordan, A. M. Jackson, J. B. Burns, Preston Middleton, George Colbert, B. B. Landis, Revella Jeromes, John Banks, I. M. Jones, Isaac B. Allen, Albert Cook, Charles White, Walter Bellinger, Amos Sawyer, J. H. Holmes, John H. Jones, George Dickerson, Joshua Gee, C. H. Jefferson, C. F. Hunt, Balom Smith, William Ross, James E. Smith, W. H. Washington, David Uzdian, Erich Richard, Samuel Davis, Charles Jackson, John F. Young, Stephen Brown, James Brown, Monroe Hunter, J. J. Proctor, George Boone, David Garrett, W. H. Brooks, Lindsay Williams, Maurice Brown, George W. Young, P. C. H. Tisen, E. Scott, A. A. Kellogg, M. D., William McMakin, George M. Aulford, Sheldon, Frank Walker, William Shavman, Jordan V. Tucker, James E. Smith, V. W. Richardson, Moses E. Smith, George Joyner, Alfred Gleathan, James A. Missick, John A. Walker, C. A. Holland, John Wright, George I. Pryor, Robert H. Jones, C. Nally Crow, William H. Page, Robert Peal, R. A. Bunn, M. I. Roger, E. D. Edwards, O. Yaulous, F. Jenkins, George Guilford, John J. Berry, Richard Green, W. H. Simms, B. A. Robinson, Alfred Britt, James Williams, Paul Jordan, W. H. Crittenden, John P. Wharton, Edward Smith, Joseph Addison, Phillip P. Norrill, Max Hines, F. H. Addison, C. L. Bowser, J. Thompson, R. S. Allen, Lester I. Woods, G. W. Short, C. A. Thomas, H. Jones, Alexander Hutton, Eddie Cox, W. M. Gray, John Busberry, Malcolm E. Jones, George F. King, Oliver Merrick, William H. Goodman, E. L. Walker, Stephen Norrill, James Peterson, Jordan Leftwich, Zacariah Ash, Charles Sandiles, Thomas B. Brown, Robert Reese, John Nelson, P. Johnson, J. W. Cooke, William Franklin, D. Gurley, Marshall Brancis, E. A. Miles, E. F. Marshall, Stephen Marshall, E. M. Robinson, C. H. Berry, Joseph Fernando, Andrew Pike, Edward A. Jones, David Griggs, Robert H. Hayes, Gilchrist Stewart, Levi Bailey, J. J. Hardy, George C. Washington, John Whitehurst, R. L. Cooper, M. D., Alexander Mann, Charles H. Kemp, Frank Washington, Robert Keith, Joseph D. Jones, J. J. Christopher, David R. Williams, Leonard Fleming, John Hunter, W. White, Andrew B. Richardson, R. Richmond, F. W. Dent, Phillip G. Epps, Solomon Johnson and Samuel Johnson. xyxy=(292,95,553,866)
article-paragraph: The honorary members are: Hon. W. H. Douglass, Hon. Harry Mack, Hon. James A. Allen, Hon. H. Berry, Hon. George E. Wibecan, Hon. Charles W. Anderson, Rev. M. W. Gilbert, D. D., Rev. Charles S. Morris, D. D., Rev. J. Wesley Johnson, Prof. William E. Bulkley, Prof. R. C. Bruce of Tuskegee, Ala., and Mr. R. L. Stokes. xyxy=(72,1384,279,1495)
article-headline: DR. BLYDEN NOTED LIBERIAN EXPECTED IN NEW YORK xyxy=(298,1354,547,1381)
kelsey-ad xyxy=(944,747,1147,841)
article-paragraph: "Therefore, it seems to us that another case will be filed against the defendants which would not be subject to abatement on account of the pendency of this case. The restraining order of the Court is not nearly so broad, and goes only so far as to restrain the defendants from prosecuting their petition for incorporation, and from further proceeding to become incorporated under the name of any title set forth in the petition for incorporation. "Consequently, it is very clear that up to this time the defendants are at perfect liberty to do whatever they have been doing, such as holding their meetings, wearing their badges, or doing everything else, except proceeding to incorporate; the proceeding to incorporate alone is stopped by the order of the Court, which order must be obeyed, but in all other respects, defendants are perfectly free to act." xyxy=(564,955,710,1250)
column-2 xyxy=(292,95,553,1928)
ad-headline: HAIR POMADE xyxy=(766,1210,888,1276)
ad-text: PROMPT ATTENTION GIVEN TO ALL COMMUNICATIONS. 328 West 58th Street. NEW YORK CITY. Telephone 4352 Columbus. xyxy=(954,1523,1137,1570)
duncan-ad xyxy=(1159,1236,1378,1309)
bofir-ad xyxy=(1384,1321,1604,1383)
